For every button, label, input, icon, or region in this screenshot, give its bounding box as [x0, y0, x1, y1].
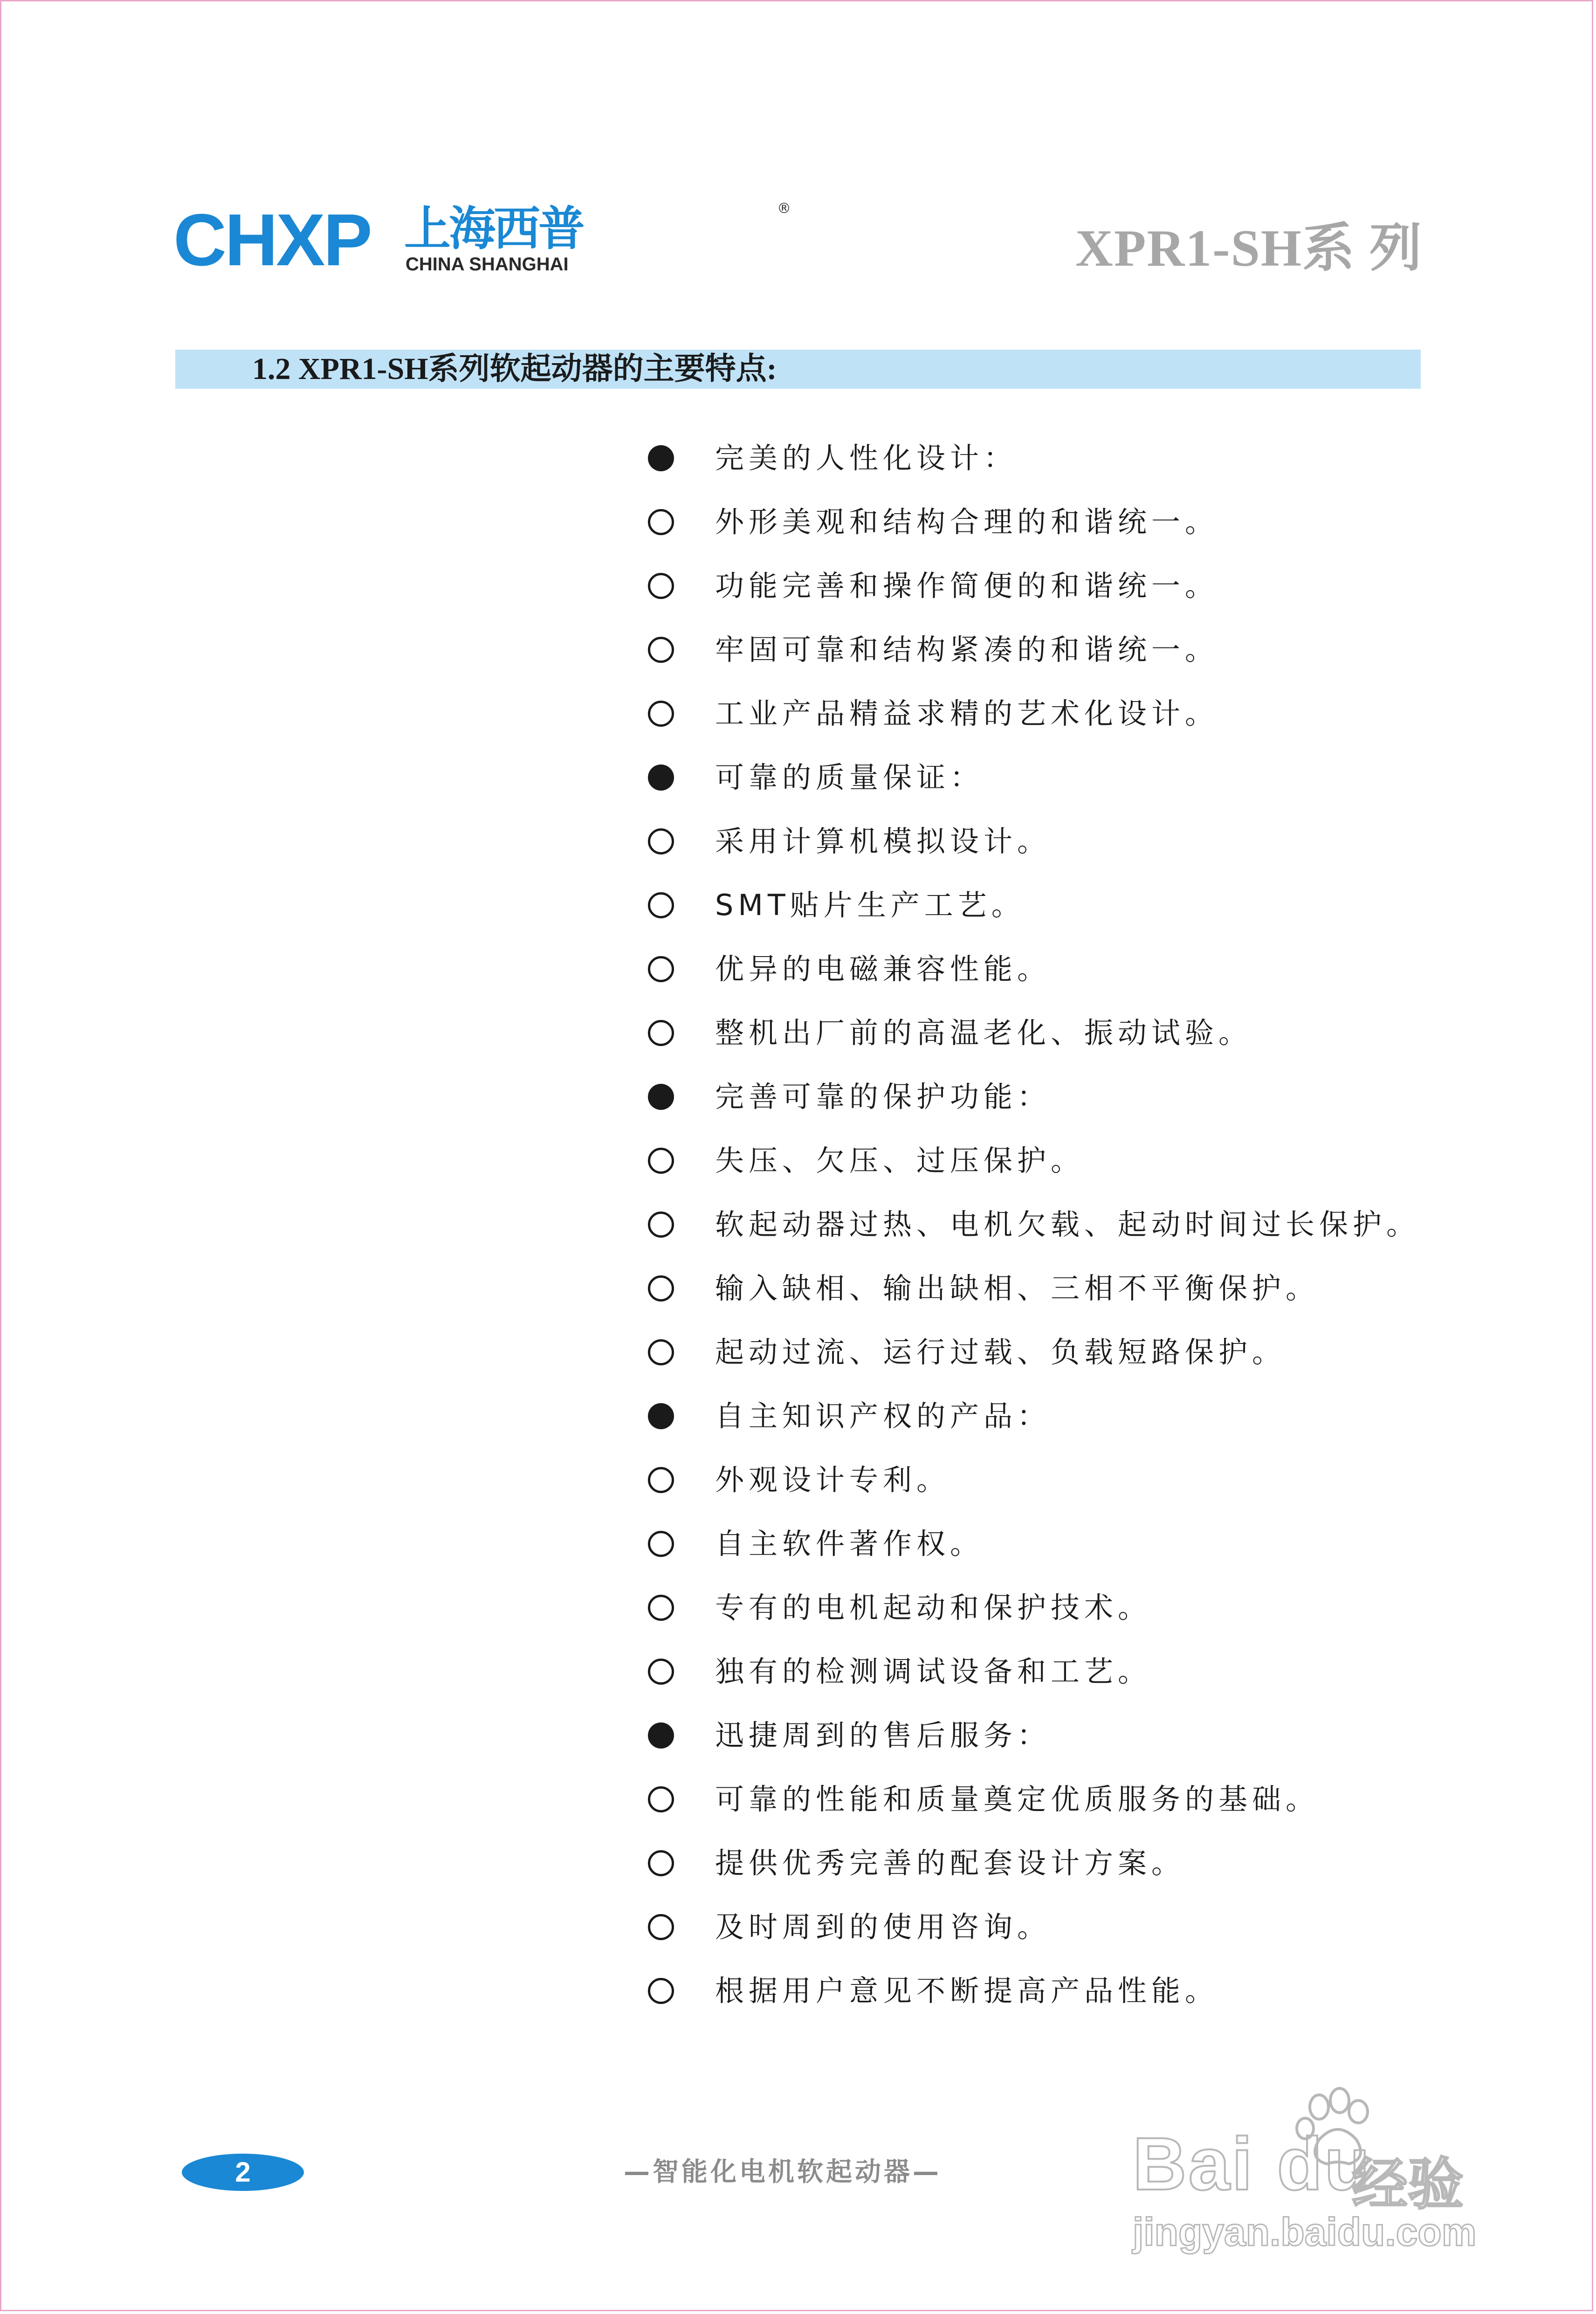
- feature-item: [648, 1256, 1420, 1320]
- feature-text: 采用计算机模拟设计。: [715, 824, 1051, 858]
- logo-chinese-text: 上海西普: [404, 201, 583, 256]
- hollow-circle-bullet-icon: [648, 701, 674, 727]
- series-title: XPR1-SH系 列: [1075, 220, 1423, 277]
- feature-text: 功能完善和操作简便的和谐统一。: [715, 568, 1219, 603]
- feature-item: [648, 426, 1420, 490]
- feature-list: [648, 426, 1420, 2023]
- filled-circle-bullet-icon: [648, 1722, 674, 1749]
- feature-item: [648, 1703, 1420, 1767]
- hollow-circle-bullet-icon: [648, 1212, 674, 1238]
- page-number-badge: 2: [182, 2154, 304, 2191]
- hollow-circle-bullet-icon: [648, 637, 674, 663]
- filled-circle-bullet-icon: [648, 764, 674, 791]
- hollow-circle-bullet-icon: [648, 1467, 674, 1493]
- hollow-circle-bullet-icon: [648, 1659, 674, 1685]
- filled-circle-bullet-icon: [648, 445, 674, 471]
- feature-text: 失压、欠压、过压保护。: [715, 1143, 1085, 1178]
- feature-item: [648, 809, 1420, 873]
- feature-item: [648, 745, 1420, 809]
- watermark-cn-text: 经验: [1352, 2152, 1464, 2217]
- feature-item: [648, 554, 1420, 618]
- section-header-bar: [175, 350, 1421, 389]
- feature-item: [648, 1831, 1420, 1895]
- hollow-circle-bullet-icon: [648, 1595, 674, 1621]
- feature-text: 自主知识产权的产品：: [715, 1398, 1051, 1433]
- feature-item: [648, 1065, 1420, 1129]
- hollow-circle-bullet-icon: [648, 1339, 674, 1365]
- feature-text: 起动过流、运行过载、负载短路保护。: [715, 1335, 1286, 1369]
- feature-item: [648, 1001, 1420, 1065]
- feature-text: 独有的检测调试设备和工艺。: [715, 1654, 1152, 1688]
- feature-text: 外观设计专利。: [715, 1462, 950, 1497]
- hollow-circle-bullet-icon: [648, 1020, 674, 1046]
- feature-item: [648, 618, 1420, 682]
- logo-main-text: CHXP: [173, 199, 371, 281]
- feature-text: 迅捷周到的售后服务：: [715, 1718, 1051, 1752]
- feature-text: 输入缺相、输出缺相、三相不平衡保护。: [715, 1271, 1320, 1305]
- hollow-circle-bullet-icon: [648, 1786, 674, 1812]
- hollow-circle-bullet-icon: [648, 1148, 674, 1174]
- feature-item: [648, 1384, 1420, 1448]
- feature-text: 优异的电磁兼容性能。: [715, 951, 1051, 986]
- feature-text: 工业产品精益求精的艺术化设计。: [715, 696, 1219, 730]
- feature-text: SMT贴片生产工艺。: [715, 888, 1025, 922]
- feature-item: [648, 1576, 1420, 1639]
- feature-item: [648, 1448, 1420, 1512]
- hollow-circle-bullet-icon: [648, 1531, 674, 1557]
- baidu-watermark: [1133, 2084, 1506, 2252]
- feature-item: [648, 682, 1420, 745]
- feature-text: 及时周到的使用咨询。: [715, 1909, 1051, 1944]
- hollow-circle-bullet-icon: [648, 1275, 674, 1302]
- feature-text: 根据用户意见不断提高产品性能。: [715, 1973, 1219, 2008]
- watermark-url-text: jingyan.baidu.com: [1133, 2210, 1477, 2254]
- feature-item: [648, 873, 1420, 937]
- feature-item: [648, 1512, 1420, 1576]
- footer-title: —智能化电机软起动器—: [624, 2157, 942, 2187]
- logo-english-text: CHINA SHANGHAI: [406, 254, 569, 275]
- registered-mark: ®: [777, 200, 791, 217]
- hollow-circle-bullet-icon: [648, 1850, 674, 1876]
- feature-item: [648, 490, 1420, 554]
- feature-text: 自主软件著作权。: [715, 1526, 984, 1561]
- hollow-circle-bullet-icon: [648, 1914, 674, 1940]
- feature-text: 整机出厂前的高温老化、振动试验。: [715, 1015, 1252, 1050]
- feature-item: [648, 1895, 1420, 1959]
- feature-text: 牢固可靠和结构紧凑的和谐统一。: [715, 632, 1219, 667]
- feature-item: [648, 1320, 1420, 1384]
- feature-item: [648, 937, 1420, 1001]
- hollow-circle-bullet-icon: [648, 892, 674, 918]
- feature-item: [648, 1959, 1420, 2023]
- feature-text: 可靠的质量保证：: [715, 760, 984, 794]
- feature-item: [648, 1639, 1420, 1703]
- feature-text: 外形美观和结构合理的和谐统一。: [715, 504, 1219, 539]
- feature-item: [648, 1192, 1420, 1256]
- filled-circle-bullet-icon: [648, 1084, 674, 1110]
- feature-text: 专有的电机起动和保护技术。: [715, 1590, 1152, 1625]
- feature-text: 提供优秀完善的配套设计方案。: [715, 1846, 1185, 1880]
- feature-text: 完善可靠的保护功能：: [715, 1079, 1051, 1114]
- feature-item: [648, 1129, 1420, 1192]
- feature-item: [648, 1767, 1420, 1831]
- hollow-circle-bullet-icon: [648, 956, 674, 982]
- feature-text: 可靠的性能和质量奠定优质服务的基础。: [715, 1782, 1320, 1816]
- hollow-circle-bullet-icon: [648, 573, 674, 599]
- section-title: 1.2 XPR1-SH系列软起动器的主要特点:: [252, 352, 777, 386]
- watermark-logo-text: Bai du: [1133, 2122, 1372, 2205]
- hollow-circle-bullet-icon: [648, 509, 674, 535]
- hollow-circle-bullet-icon: [648, 1978, 674, 2004]
- hollow-circle-bullet-icon: [648, 828, 674, 854]
- feature-text: 完美的人性化设计：: [715, 441, 1018, 475]
- feature-text: 软起动器过热、电机欠载、起动时间过长保护。: [715, 1207, 1420, 1241]
- filled-circle-bullet-icon: [648, 1403, 674, 1429]
